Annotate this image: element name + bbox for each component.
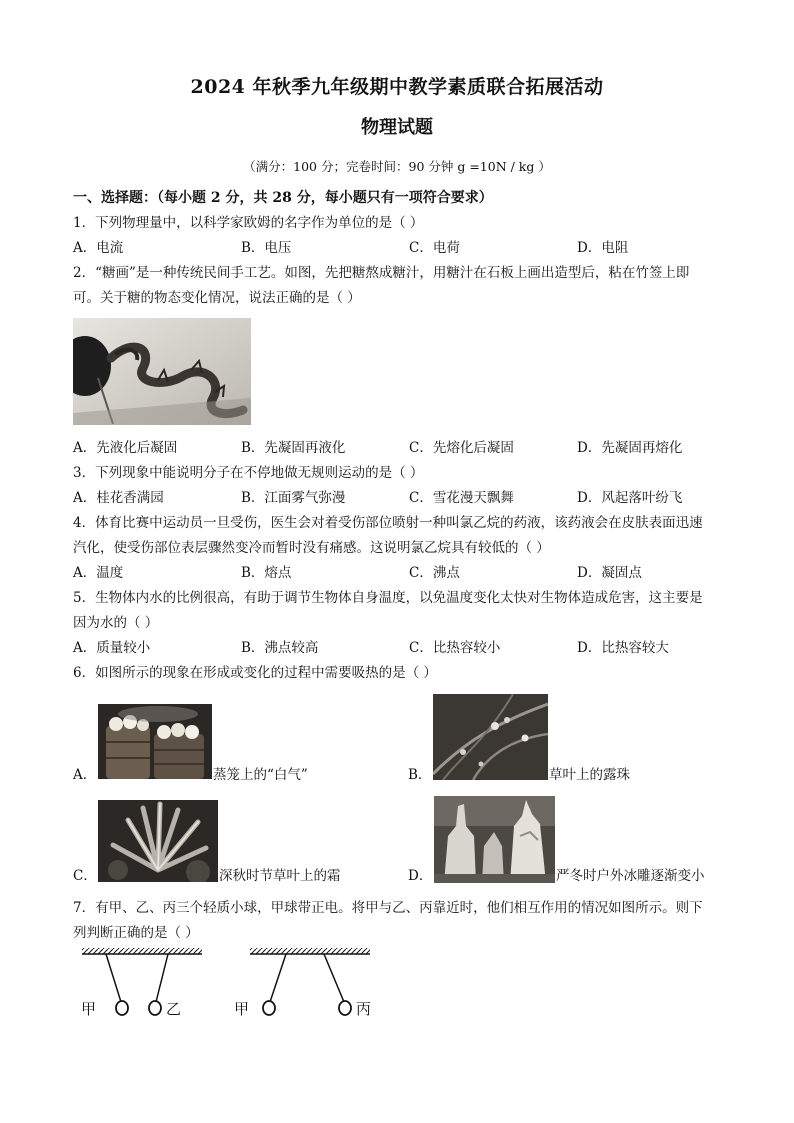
section-heading: 一、选择题：（每小题 2 分，共 28 分，每小题只有一项符合要求）: [73, 190, 493, 206]
choice-a-letter[interactable]: A．: [73, 767, 97, 783]
option-d[interactable]: D．比热容较大: [577, 640, 669, 656]
question-3-options: [73, 488, 753, 508]
charge-diagram-jia-yi: [78, 944, 208, 1024]
choice-c-caption: 深秋时节草叶上的霜: [219, 868, 341, 884]
option-a[interactable]: A．质量较小: [73, 640, 151, 656]
question-7-line-2: 列判断正确的是（ ）: [73, 925, 199, 941]
choice-d-caption: 严冬时户外冰雕逐渐变小: [556, 868, 705, 884]
question-1-options: [73, 238, 753, 258]
exam-title: 2024 年秋季九年级期中教学素质联合拓展活动: [190, 76, 604, 98]
option-c[interactable]: C．比热容较小: [409, 640, 501, 656]
choice-c-letter[interactable]: C．: [73, 868, 97, 884]
choice-b-caption: 草叶上的露珠: [549, 767, 630, 783]
option-c[interactable]: C．电荷: [409, 240, 460, 256]
ball-label-jia: 甲: [81, 1000, 97, 1018]
option-d[interactable]: D．先凝固再熔化: [577, 440, 683, 456]
option-b[interactable]: B．熔点: [241, 565, 292, 581]
option-d[interactable]: D．电阻: [577, 240, 629, 256]
option-c[interactable]: C．沸点: [409, 565, 460, 581]
question-5-options: [73, 638, 753, 658]
ball-label-yi: 乙: [166, 1000, 182, 1018]
choice-b-letter[interactable]: B．: [408, 767, 432, 783]
option-c[interactable]: C．雪花漫天飘舞: [409, 490, 514, 506]
question-5-line-1: 5．生物体内水的比例很高，有助于调节生物体自身温度，以免温度变化太快对生物体造成危害，这主要是: [73, 590, 703, 606]
question-3: 3．下列现象中能说明分子在不停地做无规则运动的是（ ）: [73, 465, 424, 481]
exam-meta: （满分：100 分；完卷时间：90 分钟 g =10N / kg ）: [243, 159, 551, 174]
choice-d-letter[interactable]: D．: [408, 868, 433, 884]
question-2-line-2: 可。关于糖的物态变化情况，说法正确的是（ ）: [73, 290, 361, 306]
question-2-options: [73, 438, 753, 458]
sugar-painting-dragon-image: [73, 318, 251, 425]
option-a[interactable]: A．桂花香满园: [73, 490, 164, 506]
option-c[interactable]: C．先熔化后凝固: [409, 440, 514, 456]
question-5-line-2: 因为水的（ ）: [73, 615, 159, 631]
question-4-options: [73, 563, 753, 583]
question-1: 1．下列物理量中，以科学家欧姆的名字作为单位的是（ ）: [73, 215, 424, 231]
choice-a-caption: 蒸笼上的“白气”: [213, 767, 308, 783]
option-b[interactable]: B．沸点较高: [241, 640, 319, 656]
option-b[interactable]: B．先凝固再液化: [241, 440, 346, 456]
option-a[interactable]: A．先液化后凝固: [73, 440, 178, 456]
option-b[interactable]: B．电压: [241, 240, 292, 256]
question-4-line-1: 4．体育比赛中运动员一旦受伤，医生会对着受伤部位喷射一种叫氯乙烷的药液，该药液会在皮肤表面迅速: [73, 515, 703, 531]
frost-photo: [98, 800, 218, 882]
option-d[interactable]: D．凝固点: [577, 565, 642, 581]
dewdrop-photo: [433, 694, 548, 780]
ball-label-bing: 丙: [356, 1000, 372, 1018]
exam-subtitle: 物理试题: [361, 117, 433, 138]
question-2-line-1: 2．“糖画”是一种传统民间手工艺。如图，先把糖熬成糖汁，用糖汁在石板上画出造型后，粘在竹签上即: [73, 265, 690, 281]
option-b[interactable]: B．江面雾气弥漫: [241, 490, 346, 506]
ball-label-jia-2: 甲: [234, 1000, 250, 1018]
steamer-photo: [98, 704, 212, 779]
option-a[interactable]: A．温度: [73, 565, 124, 581]
question-4-line-2: 汽化，使受伤部位表层骤然变冷而暂时没有痛感。这说明氯乙烷具有较低的（ ）: [73, 540, 550, 556]
question-6: 6．如图所示的现象在形成或变化的过程中需要吸热的是（ ）: [73, 665, 437, 681]
option-a[interactable]: A．电流: [73, 240, 124, 256]
option-d[interactable]: D．风起落叶纷飞: [577, 490, 683, 506]
question-7-line-1: 7．有甲、乙、丙三个轻质小球，甲球带正电。将甲与乙、丙靠近时，他们相互作用的情况如图所示。则下: [73, 900, 703, 916]
ice-sculpture-photo: [434, 796, 555, 883]
